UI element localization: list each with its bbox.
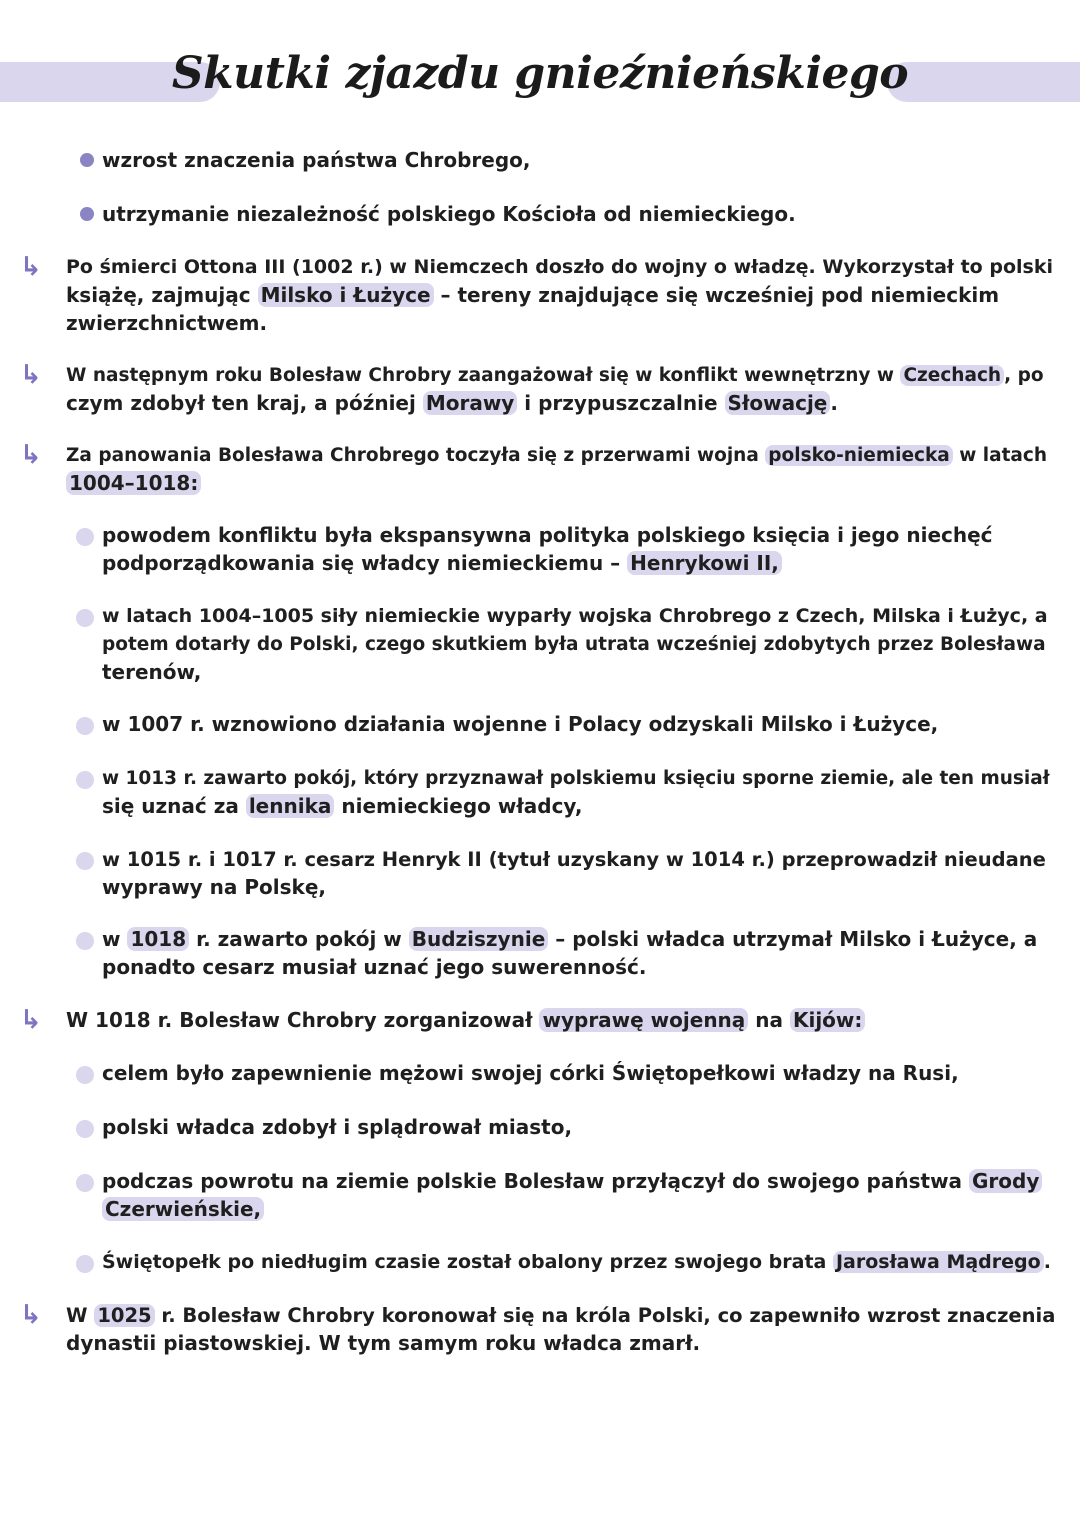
highlight: Czerwieńskie,: [102, 1197, 264, 1221]
bullet-text: się uznać za lennika niemieckiego władcy,: [102, 794, 583, 818]
arrow-right-curved-icon: ↳: [20, 1300, 42, 1330]
paragraph-line: W 1025 r. Bolesław Chrobry koronował się na króla Polski, co zapewniło wzrost znaczenia: [66, 1304, 1056, 1327]
paragraph-line: Po śmierci Ottona III (1002 r.) w Niemczech doszło do wojny o władzę. Wykorzystał to polski: [66, 256, 1053, 278]
bullet-text: powodem konfliktu była ekspansywna polityka polskiego księcia i jego niechęć: [102, 523, 993, 547]
circle-bullet-icon: [76, 932, 94, 950]
arrow-right-curved-icon: ↳: [20, 1005, 42, 1035]
bullet-text: wzrost znaczenia państwa Chrobrego,: [102, 148, 531, 172]
bullet-text: terenów,: [102, 660, 202, 684]
paragraph-line: dynastii piastowskiej. W tym samym roku władca zmarł.: [66, 1331, 701, 1355]
highlight: 1025: [94, 1304, 154, 1327]
arrow-right-curved-icon: ↳: [20, 440, 42, 470]
paragraph-line: [66, 470, 201, 497]
circle-bullet-icon: [76, 1066, 94, 1084]
highlight: Henrykowi II,: [627, 551, 782, 575]
circle-bullet-icon: [80, 207, 94, 221]
paragraph-line: Za panowania Bolesława Chrobrego toczyła się z przerwami wojna polsko-niemiecka w latach: [66, 445, 1048, 466]
paragraph-line: W następnym roku Bolesław Chrobry zaangażował się w konflikt wewnętrzny w Czechach , po: [66, 365, 1044, 386]
highlight: 1004–1018:: [66, 471, 201, 495]
bullet-text: w latach 1004–1005 siły niemieckie wyparły wojska Chrobrego z Czech, Milska i Łużyc, a: [102, 605, 1048, 627]
circle-bullet-icon: [76, 1120, 94, 1138]
highlight: polsko-niemiecka: [765, 445, 952, 466]
paragraph-line: czym zdobył ten kraj, a później Morawy i przypuszczalnie Słowację .: [66, 391, 838, 415]
bullet-text: w 1007 r. wznowiono działania wojenne i Polacy odzyskali Milsko i Łużyce,: [102, 712, 939, 736]
bullet-text: celem było zapewnienie mężowi swojej córki Świętopełkowi władzy na Rusi,: [102, 1061, 959, 1085]
bullet-text: polski władca zdobył i splądrował miasto,: [102, 1115, 573, 1139]
highlight: Grody: [969, 1169, 1042, 1193]
bullet-text: w 1013 r. zawarto pokój, który przyznawał polskiemu księciu sporne ziemie, ale ten musiał: [102, 768, 1050, 789]
circle-bullet-icon: [76, 852, 94, 870]
circle-bullet-icon: [76, 1174, 94, 1192]
highlight: wyprawę wojenną: [539, 1008, 748, 1032]
highlight: Jarosława Mądrego: [833, 1251, 1044, 1273]
bullet-text: potem dotarły do Polski, czego skutkiem była utrata wcześniej zdobytych przez Bolesława: [102, 634, 1046, 655]
highlight: Słowację: [725, 391, 831, 415]
highlight: Kijów:: [790, 1008, 865, 1032]
highlight: 1018: [127, 927, 189, 951]
highlight: Budziszynie: [409, 927, 549, 951]
paragraph-line: zwierzchnictwem.: [66, 311, 268, 335]
bullet-text: podczas powrotu na ziemie polskie Bolesław przyłączył do swojego państwa Grody: [102, 1168, 1042, 1195]
circle-bullet-icon: [76, 528, 94, 546]
highlight: lennika: [246, 794, 335, 818]
paragraph-line: W 1018 r. Bolesław Chrobry zorganizował wyprawę wojenną na Kijów:: [66, 1007, 865, 1034]
paragraph-line: książę, zajmując Milsko i Łużyce – tereny znajdujące się wcześniej pod niemieckim: [66, 283, 1000, 307]
bullet-text: ponadto cesarz musiał uznać jego suwerenność.: [102, 955, 647, 979]
bullet-text: w 1015 r. i 1017 r. cesarz Henryk II (tytuł uzyskany w 1014 r.) przeprowadził nieudane: [102, 848, 1046, 871]
highlight: Milsko i Łużyce: [258, 283, 434, 307]
bullet-text: wyprawy na Polskę,: [102, 875, 326, 899]
bullet-text: [102, 1196, 264, 1223]
highlight: Morawy: [423, 391, 518, 415]
highlight: Czechach: [900, 365, 1004, 386]
circle-bullet-icon: [76, 1255, 94, 1273]
bullet-text: utrzymanie niezależność polskiego Kościoła od niemieckiego.: [102, 202, 796, 226]
bullet-text: w 1018 r. zawarto pokój w Budziszynie – polski władca utrzymał Milsko i Łużyce, a: [102, 927, 1038, 951]
page-title: Skutki zjazdu gnieźnieńskiego: [171, 48, 909, 99]
circle-bullet-icon: [76, 771, 94, 789]
circle-bullet-icon: [80, 153, 94, 167]
circle-bullet-icon: [76, 609, 94, 627]
bullet-text: podporządkowania się władcy niemieckiemu – Henrykowi II,: [102, 550, 782, 577]
arrow-right-curved-icon: ↳: [20, 360, 42, 390]
bullet-text: Świętopełk po niedługim czasie został obalony przez swojego brata Jarosława Mądrego .: [102, 1251, 1051, 1273]
arrow-right-curved-icon: ↳: [20, 252, 42, 282]
circle-bullet-icon: [76, 717, 94, 735]
